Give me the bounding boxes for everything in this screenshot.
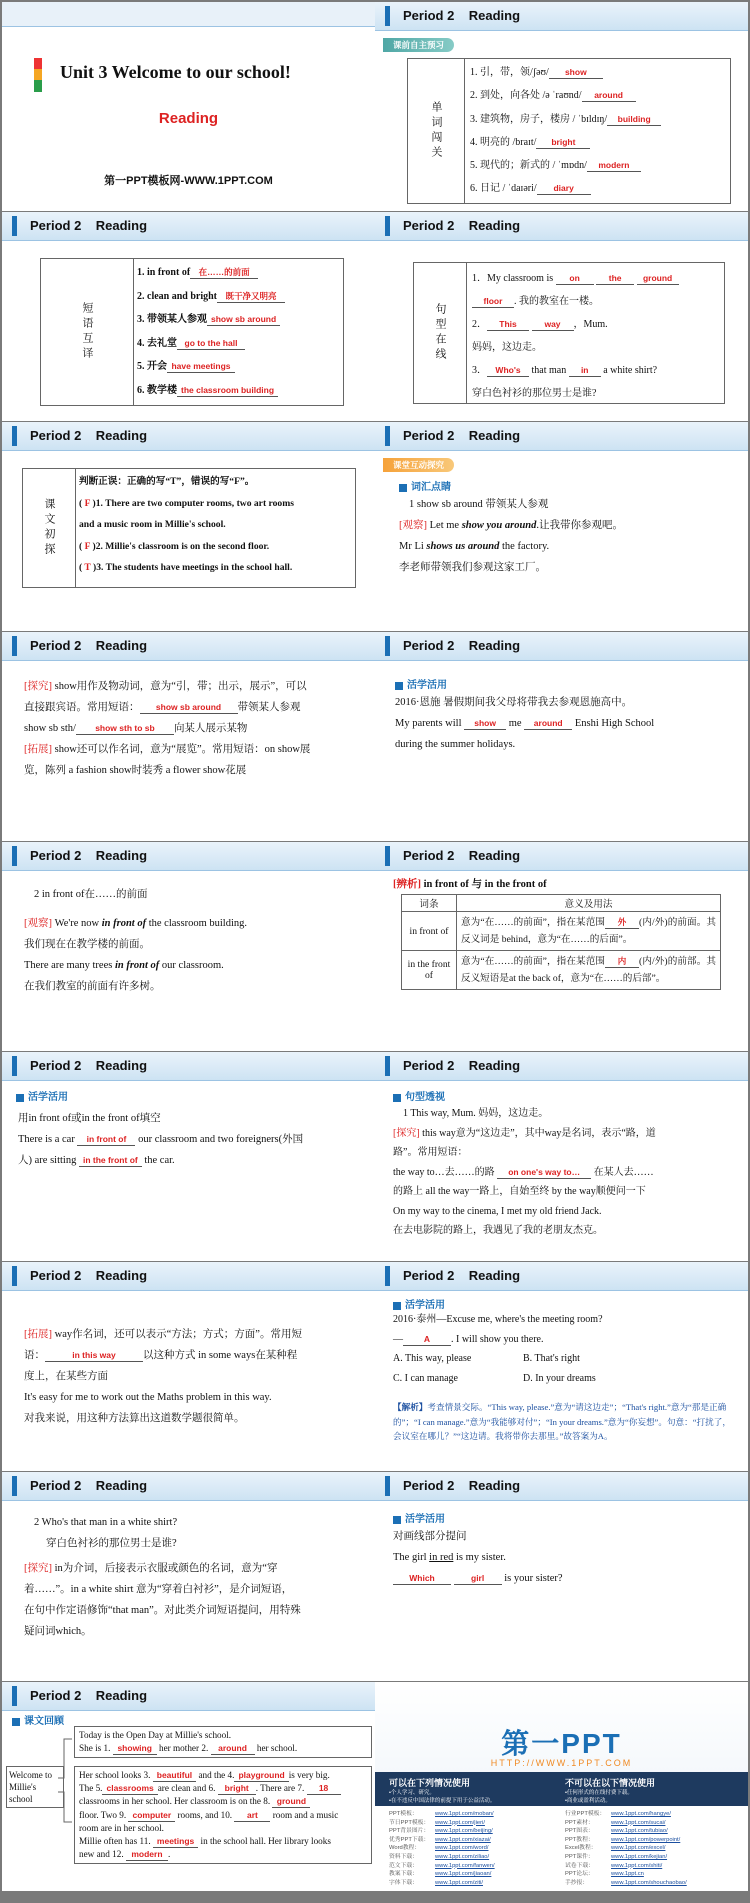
vocab-row: 3. 建筑物，房子，楼房 / ˈbɪldɪŋ/ building bbox=[470, 108, 661, 131]
section-heading: 句型透视 bbox=[393, 1088, 445, 1103]
summary-box-1: Today is the Open Day at Millie's school. She is 1. showing her mother 2. around her school. bbox=[74, 1726, 372, 1758]
blank[interactable]: have meetings bbox=[167, 361, 235, 373]
slide-14[interactable] bbox=[375, 1262, 748, 1471]
site-link[interactable]: www.1ppt.com/moban/ bbox=[435, 1811, 494, 1817]
header-title: Period 2 Reading bbox=[30, 1268, 148, 1283]
links-right bbox=[565, 1810, 735, 1887]
slide-header bbox=[375, 422, 748, 451]
slide-15[interactable] bbox=[2, 1472, 375, 1681]
header-title: Period 2 Reading bbox=[403, 1058, 521, 1073]
vocab-row: 1. 引，带，领/ʃəʊ/ show bbox=[470, 61, 661, 84]
section-heading: 活学活用 bbox=[393, 1296, 445, 1311]
slide-text: 2016·恩施 暑假期间我父母将带我去参观恩施高中。 My parents will show me around Enshi High School during the summer holidays. bbox=[395, 697, 655, 750]
table-cell: 意为“在……的前面”，指在某范围 外 (内/外)的前面。其反义词是 behind，意为“在……的后面”。 bbox=[457, 912, 721, 951]
true-false-list: 判断正误：正确的写“T”，错误的写“F”。 ( F )1. There are two computer rooms, two art rooms and a music room in Millie's school. ( F )2. Millie's classroom is on the second floor. ( T )3. The students have meetings in the school hall. bbox=[79, 476, 294, 573]
link-row: PPT图表： www.1ppt.com/tubiao/ bbox=[565, 1828, 668, 1835]
header-title: Period 2 Reading bbox=[403, 8, 521, 23]
link-row: 资料下载： www.1ppt.com/ziliao/ bbox=[389, 1853, 490, 1860]
slide-header bbox=[375, 212, 748, 241]
table-cell: in front of bbox=[402, 912, 457, 951]
summary-box-2: Her school looks 3. beautiful and the 4. playground is very big. The 5. classrooms are clean and 6. bright . There are 7. 18 classrooms in her school. Her classroom is on the 8. ground floor. Two 9. computer rooms, and 10. art room and a music room are in her school. Millie often has 11. meetings in the school hall. Her library looks new and 12. modern . bbox=[74, 1766, 372, 1864]
phrase-label: 短语互译 bbox=[81, 302, 93, 362]
phrase-row: 3. 带领某人参观 show sb around bbox=[137, 308, 285, 332]
table-cell: 意为“在……的前面”，指在某范围 内 (内/外)的前部。其反义短语是at the back of，意为“在……的后部”。 bbox=[457, 951, 721, 990]
site-link[interactable]: www.1ppt.com/excel/ bbox=[611, 1845, 666, 1852]
blank[interactable]: girl bbox=[454, 1573, 502, 1585]
header-title: Period 2 Reading bbox=[403, 638, 521, 653]
site-link[interactable]: www.1ppt.com/shouchaobao/ bbox=[611, 1879, 687, 1886]
option-a[interactable]: A. This way, please bbox=[393, 1353, 472, 1364]
site-link[interactable]: www.1ppt.com/ziti/ bbox=[435, 1879, 483, 1886]
header-title: Period 2 Reading bbox=[30, 848, 148, 863]
link-row: 手抄报： www.1ppt.com/shouchaobao/ bbox=[565, 1879, 687, 1886]
phrase-row: 4. 去礼堂 go to the hall bbox=[137, 332, 285, 356]
slide-9[interactable] bbox=[2, 842, 375, 1051]
header-title: Period 2 Reading bbox=[30, 1688, 148, 1703]
blank[interactable]: in this way bbox=[45, 1350, 143, 1362]
slide-text: [拓展] way作名词，还可以表示“方法；方式；方面”。常用短 语： in this way 以这种方式 in some ways在某种程 度上，在某些方面 It's easy for me to work out the Maths problem in this way. 对我来说，用这种方法算出这道数学题很简单。 bbox=[24, 1329, 302, 1424]
blank[interactable]: Who's bbox=[487, 365, 529, 377]
answer-explanation: 【解析】考查情景交际。“This way, please.”意为“请这边走”；“That's right.”意为“那是正确的”；“I can manage.”意为“我能够对付”；“In your dreams.”意为“你妄想”。句意：“打扰了，会议室在哪儿？”“这边请。我将带你去那里。”故答案为A。 bbox=[393, 1402, 731, 1441]
slide-text: 2016·泰州—Excuse me, where's the meeting room? — A . I will show you there. A. This way, please B. That's right C. I can manage D. In your dreams bbox=[393, 1310, 738, 1388]
slide-subtitle: Reading bbox=[158, 110, 219, 127]
reading-check-box bbox=[22, 468, 356, 588]
blank[interactable]: diary bbox=[537, 183, 591, 195]
phrase-box bbox=[40, 258, 344, 406]
site-link[interactable]: www.1ppt.com/kejian/ bbox=[611, 1853, 668, 1860]
phrase-row: 6. 教学楼 the classroom building bbox=[137, 379, 285, 403]
slide-header bbox=[2, 1262, 375, 1291]
blank[interactable]: A bbox=[403, 1334, 451, 1346]
sentence-label: 句型在线 bbox=[434, 303, 446, 363]
square-icon bbox=[393, 1302, 401, 1310]
slide-11[interactable] bbox=[2, 1052, 375, 1261]
site-watermark: 第一PPT模板网-WWW.1PPT.COM bbox=[104, 175, 273, 187]
table-header: 词条 bbox=[402, 895, 457, 912]
section-heading: 活学活用 bbox=[16, 1088, 68, 1103]
vocab-label: 单词闯关 bbox=[430, 101, 442, 161]
table-header: 意义及用法 bbox=[457, 895, 721, 912]
site-link[interactable]: www.1ppt.cn bbox=[611, 1871, 644, 1878]
slide-16[interactable] bbox=[375, 1472, 748, 1681]
slide-header bbox=[2, 422, 375, 451]
slide-header-plain bbox=[2, 2, 375, 27]
slide-2[interactable] bbox=[375, 2, 748, 211]
phrase-row: 2. clean and bright 既干净又明亮 bbox=[137, 285, 285, 309]
site-link[interactable]: www.1ppt.com/powerpoint/ bbox=[611, 1836, 681, 1843]
link-row: 行业PPT模板： www.1ppt.com/hangye/ bbox=[565, 1811, 671, 1817]
slide-text: 2 in front of在……的前面 [观察] We're now in front of the classroom building. 我们现在在教学楼的前面。 There are many trees in front of our classroom. 在我们教室的前面有许多树。 bbox=[24, 889, 247, 992]
blank[interactable]: in front of bbox=[77, 1134, 135, 1146]
blank[interactable]: go to the hall bbox=[177, 338, 245, 350]
usage-forbidden: 不可以在以下情况使用 •任何形式的在线付费下载。 •商业或盈利活动。 bbox=[565, 1778, 656, 1804]
header-title: Period 2 Reading bbox=[30, 428, 148, 443]
header-title: Period 2 Reading bbox=[30, 1058, 148, 1073]
link-row: 试卷下载： www.1ppt.com/shiti/ bbox=[565, 1862, 663, 1869]
section-tag: 课前自主预习 bbox=[383, 38, 454, 52]
blank[interactable]: bright bbox=[536, 137, 590, 149]
unit-title: Unit 3 Welcome to our school! bbox=[60, 62, 291, 82]
answer-mark[interactable]: T bbox=[84, 562, 91, 573]
vocab-row: 4. 明亮的 /braɪt/ bright bbox=[470, 131, 661, 154]
blank[interactable]: Which bbox=[393, 1573, 451, 1585]
site-link[interactable]: www.1ppt.com/hangye/ bbox=[611, 1811, 671, 1817]
blank[interactable]: way bbox=[532, 319, 574, 331]
link-row: PPT课件： www.1ppt.com/kejian/ bbox=[565, 1853, 668, 1860]
compare-table bbox=[401, 894, 721, 990]
link-row: 字体下载： www.1ppt.com/ziti/ bbox=[389, 1879, 483, 1886]
site-link[interactable]: www.1ppt.com/fanwen/ bbox=[435, 1862, 495, 1869]
header-title: Period 2 Reading bbox=[403, 848, 521, 863]
square-icon bbox=[393, 1516, 401, 1524]
slide-header bbox=[2, 632, 375, 661]
section-heading: 词汇点睛 bbox=[399, 478, 451, 493]
link-row: PPT背景图片： www.1ppt.com/beijing/ bbox=[389, 1828, 493, 1835]
links-left bbox=[389, 1810, 559, 1887]
header-title: Period 2 Reading bbox=[30, 1478, 148, 1493]
blank[interactable]: on one's way to… bbox=[497, 1167, 591, 1179]
slide-6[interactable] bbox=[375, 422, 748, 631]
blank[interactable]: in the front of bbox=[79, 1155, 142, 1167]
slide-18[interactable] bbox=[375, 1682, 748, 1891]
slide-3[interactable] bbox=[2, 212, 375, 421]
site-link[interactable]: www.1ppt.com/shiti/ bbox=[611, 1862, 663, 1869]
site-link[interactable]: www.1ppt.com/sucai/ bbox=[611, 1819, 666, 1826]
link-row: PPT素材： www.1ppt.com/sucai/ bbox=[565, 1819, 666, 1826]
slide-header bbox=[375, 632, 748, 661]
slide-5[interactable] bbox=[2, 422, 375, 631]
site-link[interactable]: www.1ppt.com/jieri/ bbox=[435, 1819, 485, 1826]
site-link[interactable]: www.1ppt.com/xiazai/ bbox=[435, 1836, 491, 1843]
vocab-box bbox=[407, 58, 731, 204]
link-row: 范文下载： www.1ppt.com/fanwen/ bbox=[389, 1862, 495, 1869]
site-link[interactable]: www.1ppt.com/word/ bbox=[435, 1845, 489, 1852]
link-row: Word教程： www.1ppt.com/word/ bbox=[389, 1845, 489, 1852]
header-title: Period 2 Reading bbox=[30, 638, 148, 653]
header-title: Period 2 Reading bbox=[403, 218, 521, 233]
slide-12[interactable] bbox=[375, 1052, 748, 1261]
link-row: 优秀PPT下载： www.1ppt.com/xiazai/ bbox=[389, 1836, 491, 1843]
site-link[interactable]: www.1ppt.com/tubiao/ bbox=[611, 1828, 668, 1835]
blank[interactable]: building bbox=[607, 114, 661, 126]
site-logo: 第一PPT bbox=[501, 1728, 622, 1759]
site-link[interactable]: www.1ppt.com/jiaoan/ bbox=[435, 1871, 492, 1878]
blank[interactable]: around bbox=[524, 718, 572, 730]
header-title: Period 2 Reading bbox=[30, 218, 148, 233]
vocab-list bbox=[470, 61, 661, 201]
slide-10[interactable] bbox=[375, 842, 748, 1051]
option-c[interactable]: C. I can manage bbox=[393, 1372, 458, 1384]
vocab-row: 5. 现代的；新式的 / ˈmɒdn/ modern bbox=[470, 154, 661, 177]
compare-heading: [辨析] in front of 与 in the front of bbox=[393, 879, 547, 890]
sentence-box bbox=[413, 262, 725, 404]
blank[interactable]: around bbox=[582, 90, 636, 102]
link-row: 节日PPT模板： www.1ppt.com/jieri/ bbox=[389, 1819, 485, 1826]
slide-text: 用in front of或in the front of填空 There is a car in front of our classroom and two foreigners(外国 人) are sitting in the front of the car. bbox=[18, 1113, 304, 1166]
slide-4[interactable] bbox=[375, 212, 748, 421]
blank[interactable]: show bbox=[549, 67, 603, 79]
answer-mark[interactable]: F bbox=[84, 540, 91, 552]
usage-allowed: 可以在下列情况使用 •个人学习、研究。 •在不违反中国法律的前提下用于公益活动。 bbox=[389, 1778, 496, 1804]
link-row: PPT教程： www.1ppt.com/powerpoint/ bbox=[565, 1836, 681, 1843]
slide-header bbox=[375, 1262, 748, 1291]
slide-header bbox=[375, 2, 748, 31]
phrase-list bbox=[137, 261, 285, 402]
blank[interactable]: 在……的前面 bbox=[190, 267, 258, 279]
slide-header bbox=[375, 842, 748, 871]
link-row: PPT论坛： www.1ppt.cn bbox=[565, 1871, 644, 1878]
slide-text: 1 show sb around 带领某人参观 [观察] Let me show you around.让我带你参观吧。 Mr Li shows us around the factory. 李老师带领我们参观这家工厂。 bbox=[399, 499, 624, 573]
header-title: Period 2 Reading bbox=[403, 428, 521, 443]
option-b[interactable]: B. That's right bbox=[523, 1353, 580, 1364]
link-row: PPT模板： www.1ppt.com/moban/ bbox=[389, 1811, 494, 1817]
slide-7[interactable] bbox=[2, 632, 375, 841]
slide-text: 对画线部分提问 The girl in red is my sister. Which girl is your sister? bbox=[393, 1531, 563, 1584]
blank[interactable]: the bbox=[596, 273, 634, 285]
phrase-row: 1. in front of 在……的前面 bbox=[137, 261, 285, 285]
slide-8[interactable] bbox=[375, 632, 748, 841]
answer-mark[interactable]: F bbox=[84, 497, 91, 509]
slide-1[interactable] bbox=[2, 2, 375, 211]
link-row: Excel教程： www.1ppt.com/excel/ bbox=[565, 1845, 666, 1852]
blank[interactable]: on bbox=[556, 273, 594, 285]
slide-text: [探究] show用作及物动词，意为“引，带；出示，展示”，可以 直接跟宾语。常用短语： show sb around 带领某人参观 show sb sth/ show sth to sb 向某人展示某物 [拓展] show还可以作名词，意为“展览”。常用短语：on show展 览，陈列 a fashion show时装秀 a flower show花展 bbox=[24, 681, 311, 776]
table-cell: in the front of bbox=[402, 951, 457, 990]
option-d[interactable]: D. In your dreams bbox=[523, 1372, 596, 1384]
slide-header bbox=[2, 1472, 375, 1501]
blank[interactable]: show sb around bbox=[140, 702, 238, 714]
blank[interactable]: This bbox=[487, 319, 529, 331]
slide-13[interactable] bbox=[2, 1262, 375, 1471]
square-icon bbox=[399, 484, 407, 492]
section-heading: 活学活用 bbox=[395, 676, 447, 691]
slide-header bbox=[2, 212, 375, 241]
section-tag: 课堂互动探究 bbox=[383, 458, 454, 472]
section-heading: 活学活用 bbox=[393, 1510, 445, 1525]
slide-header bbox=[2, 842, 375, 871]
slide-text: 1 This way, Mum. 妈妈，这边走。 [探究] this way意为“这边走”，其中way是名词，表示“路，道 路”。常用短语： the way to…去……的路 on one's way to… 在某人去…… 的路上 all the way一路上，自始至终 by the way顺便问一下 On my way to the cinema, I met my old friend Jack. 在去电影院的路上，我遇见了我的老朋友杰克。 bbox=[393, 1108, 656, 1236]
blank[interactable]: the classroom building bbox=[177, 385, 278, 397]
color-bars-icon bbox=[34, 58, 42, 92]
site-link[interactable]: www.1ppt.com/ziliao/ bbox=[435, 1853, 490, 1860]
slide-text: 2 Who's that man in a white shirt? 穿白色衬衫的那位男士是谁? [探究] in为介词，后接表示衣服或颜色的名词，意为“穿 着……”。in a white shirt 意为“穿着白衬衫”，是介词短语， 在句中作定语修饰“that man”。对此类介词短语提问，用特殊 疑问词which。 bbox=[24, 1517, 301, 1637]
slide-header bbox=[2, 1052, 375, 1081]
vocab-row: 6. 日记 / ˈdaɪəri/ diary bbox=[470, 177, 661, 200]
site-link[interactable]: www.1ppt.com/beijing/ bbox=[435, 1828, 493, 1835]
link-row: 教案下载： www.1ppt.com/jiaoan/ bbox=[389, 1871, 492, 1878]
slide-header bbox=[375, 1052, 748, 1081]
slide-header bbox=[375, 1472, 748, 1501]
reading-check-label: 课文初探 bbox=[43, 498, 55, 558]
site-url[interactable]: HTTP://WWW.1PPT.COM bbox=[490, 1758, 633, 1768]
blank[interactable]: in bbox=[569, 365, 601, 377]
blank[interactable]: ground bbox=[637, 273, 679, 285]
slide-17[interactable] bbox=[2, 1682, 375, 1891]
sentence-list: 1．My classroom is on the ground floor . 我的教室在一楼。 2． This way ，Mum. 妈妈，这边走。 3． Who's that man in a white shirt? 穿白色衬衫的那位男士是谁? bbox=[472, 267, 722, 405]
phrase-row: 5. 开会 have meetings bbox=[137, 355, 285, 379]
square-icon bbox=[16, 1094, 24, 1102]
section-heading: 课文回顾 bbox=[12, 1712, 64, 1727]
blank[interactable]: show bbox=[464, 718, 506, 730]
header-title: Period 2 Reading bbox=[403, 1268, 521, 1283]
square-icon bbox=[393, 1094, 401, 1102]
blank[interactable]: show sb around bbox=[207, 314, 280, 326]
blank[interactable]: modern bbox=[587, 160, 641, 172]
vocab-row: 2. 到处，向各处 /ə ˈraʊnd/ around bbox=[470, 84, 661, 107]
square-icon bbox=[395, 682, 403, 690]
blank[interactable]: show sth to sb bbox=[76, 723, 174, 735]
mindmap-center: Welcome to Millie's school bbox=[6, 1766, 64, 1808]
blank[interactable]: 既干净又明亮 bbox=[217, 291, 285, 303]
blank[interactable]: floor bbox=[472, 296, 514, 308]
header-title: Period 2 Reading bbox=[403, 1478, 521, 1493]
